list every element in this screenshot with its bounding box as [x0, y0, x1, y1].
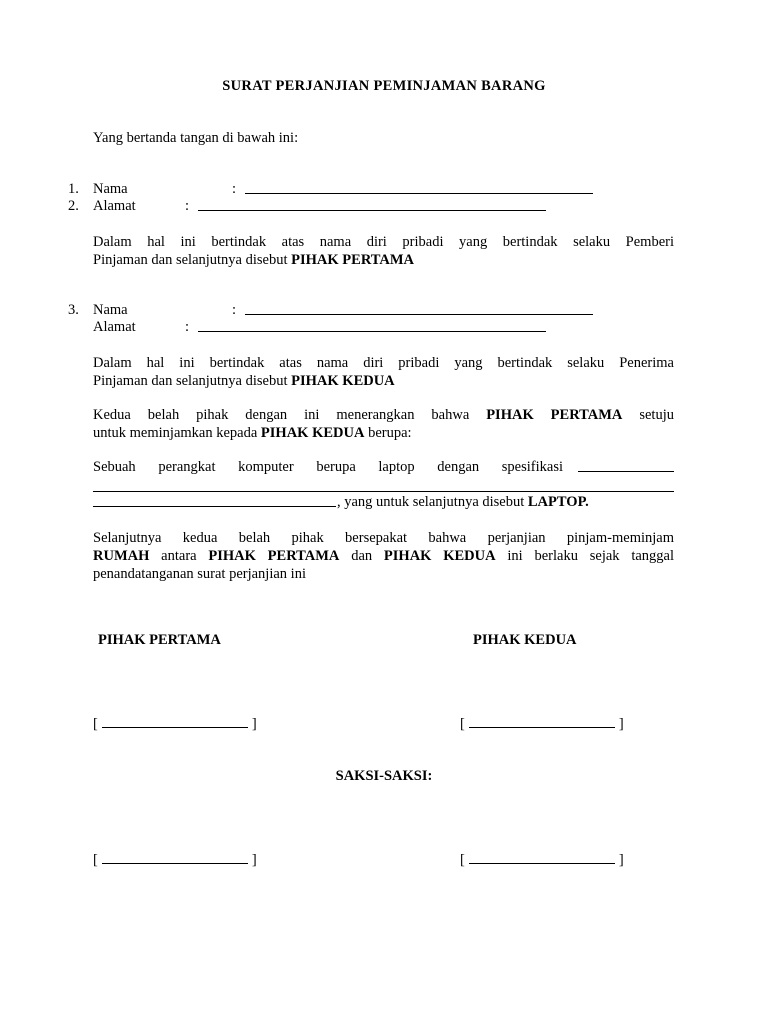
party1-name-blank: [245, 180, 593, 194]
agreement-party2: PIHAK KEDUA: [260, 425, 365, 441]
open-bracket: [: [460, 852, 465, 868]
party1-address-blank: [198, 197, 546, 211]
closing-text: antara: [149, 548, 209, 564]
party2-name-blank: [245, 301, 593, 315]
party2-desc-line2: [93, 372, 674, 390]
signature-blank: [102, 851, 248, 864]
agreement-line1: [93, 406, 674, 424]
party1-desc-line1: Dalam hal ini bertindak atas nama diri pribadi yang bertindak selaku Pemberi: [93, 234, 674, 250]
party1-description: [93, 233, 674, 269]
closing-text: dan: [339, 548, 384, 564]
party2-signature-line: [460, 715, 624, 733]
agreement-party1: PIHAK PERTAMA: [486, 407, 623, 423]
close-bracket: ]: [618, 852, 624, 868]
party1-address-label: Alamat: [93, 198, 136, 214]
closing-text: ini berlaku sejak tanggal: [495, 548, 674, 564]
open-bracket: [: [460, 716, 465, 732]
document-title: SURAT PERJANJIAN PEMINJAMAN BARANG: [222, 78, 546, 94]
signature-blank: [469, 715, 615, 728]
party2-name-label: Nama: [93, 302, 128, 318]
close-bracket: ]: [251, 852, 257, 868]
item-spec-blank-3: [93, 493, 336, 507]
party1-name-row: [68, 180, 79, 198]
intro-text: Yang bertanda tangan di bawah ini:: [93, 130, 299, 146]
party2-name-number: 3.: [68, 302, 79, 318]
party2-address-blank: [198, 318, 546, 332]
item-spec-blank-1: [578, 458, 674, 472]
party2-address-label: Alamat: [93, 319, 136, 335]
closing-party2: PIHAK KEDUA: [383, 548, 496, 564]
party1-desc-line2: [93, 251, 674, 269]
closing-rumah: RUMAH: [93, 548, 150, 564]
agreement-text: untuk meminjamkan kepada: [93, 425, 261, 441]
party2-name-colon: :: [232, 302, 237, 318]
agreement-paragraph: [93, 406, 674, 442]
party2-description: [93, 354, 674, 390]
closing-party1: PIHAK PERTAMA: [208, 548, 340, 564]
party1-role-label: PIHAK PERTAMA: [291, 252, 415, 268]
item-line1: Sebuah perangkat komputer berupa laptop dengan spesifikasi: [93, 459, 563, 475]
party2-desc-text: Pinjaman dan selanjutnya disebut: [93, 373, 292, 389]
party2-signature-heading: PIHAK KEDUA: [473, 632, 577, 648]
signature-blank: [102, 715, 248, 728]
open-bracket: [: [93, 852, 98, 868]
witness2-signature-line: [460, 851, 624, 869]
party1-signature-heading: PIHAK PERTAMA: [98, 632, 221, 648]
party2-role-label: PIHAK KEDUA: [291, 373, 395, 389]
list-number: 1.: [68, 181, 79, 197]
signature-blank: [469, 851, 615, 864]
witness1-signature-line: [93, 851, 257, 869]
item-laptop-label: LAPTOP.: [527, 494, 589, 510]
closing-line3: penandatanganan surat perjanjian ini: [93, 566, 306, 582]
party1-address-number: 2.: [68, 198, 79, 214]
close-bracket: ]: [251, 716, 257, 732]
party2-address-colon: :: [185, 319, 190, 335]
agreement-text: setuju: [622, 407, 674, 423]
closing-line1: Selanjutnya kedua belah pihak bersepakat bahwa perjanjian pinjam-meminjam: [93, 530, 674, 546]
party1-name-colon: :: [232, 181, 237, 197]
agreement-line2: [93, 424, 674, 442]
witness-heading: SAKSI-SAKSI:: [335, 768, 433, 784]
item-spec-blank-2: [93, 478, 674, 492]
party1-desc-text: Pinjaman dan selanjutnya disebut: [93, 252, 292, 268]
closing-paragraph: [93, 529, 674, 583]
item-text: , yang untuk selanjutnya disebut: [337, 494, 528, 510]
party2-desc-line1: Dalam hal ini bertindak atas nama diri pribadi yang bertindak selaku Penerima: [93, 355, 674, 371]
item-line3: [337, 493, 589, 511]
party1-signature-line: [93, 715, 257, 733]
open-bracket: [: [93, 716, 98, 732]
close-bracket: ]: [618, 716, 624, 732]
agreement-text: berupa:: [364, 425, 412, 441]
closing-line2: [93, 547, 674, 565]
party1-address-colon: :: [185, 198, 190, 214]
party1-name-label: Nama: [93, 181, 128, 197]
agreement-text: Kedua belah pihak dengan ini menerangkan bahwa: [93, 407, 487, 423]
